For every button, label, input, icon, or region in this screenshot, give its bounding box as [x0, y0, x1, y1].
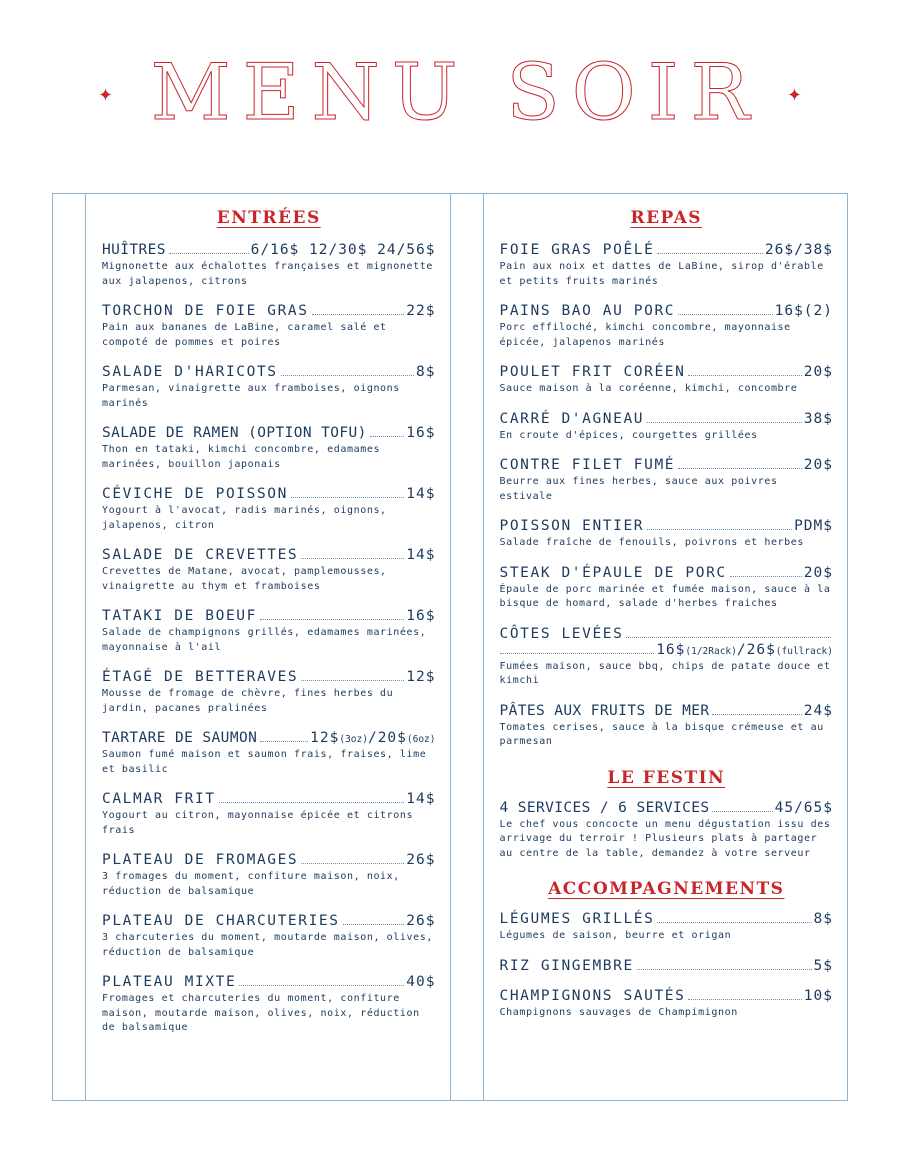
- leader-dots: [301, 558, 404, 559]
- item-name: RIZ GINGEMBRE: [499, 957, 634, 974]
- item-description: Saumon fumé maison et saumon frais, fraises, lime et basilic: [102, 749, 427, 775]
- item-description: Salade fraîche de fenouils, poivrons et herbes: [499, 537, 805, 548]
- item-price: 16$: [406, 425, 436, 441]
- item-name: LÉGUMES GRILLÉS: [499, 911, 655, 927]
- item-name: PAINS BAO AU PORC: [499, 303, 676, 319]
- leader-dots: [301, 863, 404, 864]
- item-price: 14$: [406, 547, 436, 563]
- item-description: Thon en tataki, kimchi concombre, edamames marinées, bouillon japonais: [102, 444, 381, 470]
- item-name: TARTARE DE SAUMON: [102, 730, 258, 746]
- leader-dots: [712, 714, 801, 715]
- leader-dots: [301, 680, 404, 681]
- item-description: Salade de champignons grillés, edamames marinées, mayonnaise à l'ail: [102, 627, 427, 653]
- leader-dots: [647, 529, 792, 530]
- item-price-line: [500, 642, 834, 658]
- menu-item: [500, 518, 834, 551]
- item-price: 8$: [813, 911, 833, 927]
- item-price: 45/65$: [774, 799, 833, 816]
- menu-item: [102, 730, 436, 777]
- item-description: Yogourt au citron, mayonnaise épicée et citrons frais: [102, 810, 414, 836]
- leader-dots: [647, 422, 802, 423]
- item-description: Fromages et charcuteries du moment, confiture maison, moutarde maison, olives, noix, réduction de balsamique: [102, 993, 420, 1033]
- item-description: Tomates cerises, sauce à la bisque crémeuse et au parmesan: [499, 721, 824, 747]
- item-name: HUÎTRES: [102, 242, 166, 258]
- menu-item: [500, 364, 834, 397]
- menu-item: [500, 565, 834, 612]
- item-name: TORCHON DE FOIE GRAS: [102, 303, 309, 319]
- menu-item: [102, 547, 436, 594]
- leader-dots: [626, 637, 831, 638]
- item-name: PLATEAU DE CHARCUTERIES: [102, 913, 340, 929]
- item-description: Mignonette aux échalottes françaises et mignonette aux jalapenos, citrons: [102, 261, 434, 287]
- leader-dots: [500, 653, 655, 654]
- item-price: 24$: [803, 702, 833, 719]
- item-description: Parmesan, vinaigrette aux framboises, oignons marinés: [102, 383, 400, 409]
- item-name: CÔTES LEVÉES: [499, 625, 624, 642]
- sparkle-right-icon: ✦: [787, 78, 802, 107]
- menu-item: [102, 486, 436, 533]
- item-name: PLATEAU DE FROMAGES: [102, 852, 299, 868]
- item-name: CÉVICHE DE POISSON: [102, 486, 288, 502]
- page-title: MENU SOIR: [150, 47, 762, 138]
- menu-item: [500, 411, 834, 444]
- section-title-entrees: ENTRÉES: [216, 208, 321, 228]
- item-price: 14$: [406, 791, 436, 807]
- menu-item: [500, 988, 834, 1021]
- menu-item: [102, 791, 436, 838]
- menu-header: [0, 0, 900, 185]
- item-price: 16$(2): [774, 303, 833, 319]
- item-name: CARRÉ D'AGNEAU: [499, 410, 645, 427]
- item-price: 5$: [813, 957, 833, 974]
- leader-dots: [169, 253, 249, 254]
- item-price: 10$: [803, 987, 833, 1004]
- item-name: STEAK D'ÉPAULE DE PORC: [499, 564, 727, 581]
- menu-frame: [52, 193, 848, 1101]
- menu-item: [500, 800, 834, 862]
- item-description: Crevettes de Matane, avocat, pamplemousses, vinaigrette au thym et framboises: [102, 566, 387, 592]
- item-price: 6/16$ 12/30$ 24/56$: [250, 242, 436, 258]
- item-description: Mousse de fromage de chèvre, fines herbes du jardin, pacanes pralinées: [102, 688, 394, 714]
- item-price: 26$/38$: [764, 242, 833, 258]
- column-entrees: [86, 194, 450, 1100]
- item-name: SALADE DE CREVETTES: [102, 547, 299, 563]
- menu-item: [102, 913, 436, 960]
- leader-dots: [637, 969, 812, 970]
- menu-item: [102, 242, 436, 289]
- item-name: ÉTAGÉ DE BETTERAVES: [102, 669, 299, 685]
- menu-item: [102, 364, 436, 411]
- item-price: 26$: [406, 913, 436, 929]
- item-name: CONTRE FILET FUMÉ: [499, 457, 676, 473]
- leader-dots: [239, 985, 404, 986]
- item-description: Pain aux bananes de LaBine, caramel salé et compoté de pommes et poires: [102, 322, 387, 348]
- item-name: POISSON ENTIER: [499, 518, 645, 534]
- item-name: PÂTES AUX FRUITS DE MER: [499, 702, 710, 719]
- leader-dots: [657, 253, 762, 254]
- item-description: Le chef vous concocte un menu dégustation issu des arrivage du terroir ! Plusieurs plats à partager au centre de la table, demandez à votre serveur: [499, 818, 831, 859]
- column-divider: [450, 194, 484, 1100]
- item-price: 40$: [406, 974, 436, 990]
- item-name: SALADE DE RAMEN (OPTION TOFU): [102, 425, 367, 441]
- leader-dots: [291, 497, 404, 498]
- leader-dots: [260, 741, 308, 742]
- item-price: 8$: [416, 364, 436, 380]
- menu-item: [500, 303, 834, 350]
- item-description: Champignons sauvages de Champimignon: [499, 1006, 738, 1018]
- item-price: 20$: [803, 364, 833, 380]
- leader-dots: [281, 375, 414, 376]
- item-price: 12$(3oz)/20$(6oz): [310, 730, 436, 746]
- menu-item: [500, 703, 834, 750]
- leader-dots: [370, 436, 405, 437]
- item-price: 16$: [406, 608, 436, 624]
- section-title-repas: REPAS: [630, 208, 703, 228]
- sparkle-left-icon: ✦: [98, 78, 113, 107]
- leader-dots: [657, 922, 811, 923]
- item-price: 20$: [803, 564, 833, 581]
- item-description: Yogourt à l'avocat, radis marinés, oignons, jalapenos, citron: [102, 505, 387, 531]
- item-description: 3 fromages du moment, confiture maison, noix, réduction de balsamique: [102, 871, 400, 897]
- menu-item: [102, 608, 436, 655]
- menu-item: [500, 911, 834, 944]
- menu-item: [500, 242, 834, 289]
- menu-item: [500, 457, 834, 504]
- item-description: Fumées maison, sauce bbq, chips de patate douce et kimchi: [499, 660, 831, 686]
- menu-item: [102, 974, 436, 1036]
- leader-dots: [312, 314, 405, 315]
- menu-item: [102, 303, 436, 350]
- item-name: SALADE D'HARICOTS: [102, 364, 278, 380]
- column-repas: [484, 194, 848, 1100]
- item-name: CHAMPIGNONS SAUTÉS: [499, 987, 686, 1004]
- item-price: PDM$: [794, 518, 833, 534]
- item-name: PLATEAU MIXTE: [102, 974, 237, 990]
- item-description: Beurre aux fines herbes, sauce aux poivres estivale: [499, 476, 778, 502]
- item-name: 4 SERVICES / 6 SERVICES: [499, 799, 710, 816]
- item-name: CALMAR FRIT: [102, 791, 216, 807]
- leader-dots: [260, 619, 404, 620]
- item-price: 22$: [406, 303, 436, 319]
- frame-left-gutter: [53, 194, 86, 1100]
- item-price: 16$(1/2Rack)/26$(fullrack): [656, 641, 833, 658]
- menu-item: [102, 669, 436, 716]
- menu-item: [102, 852, 436, 899]
- leader-dots: [712, 811, 772, 812]
- item-description: Pain aux noix et dattes de LaBine, sirop d'érable et petits fruits marinés: [499, 261, 824, 287]
- leader-dots: [219, 802, 405, 803]
- leader-dots: [678, 468, 802, 469]
- item-description: Épaule de porc marinée et fumée maison, sauce à la bisque de homard, salade d'herbes fraiches: [499, 583, 831, 609]
- item-name: POULET FRIT CORÉEN: [499, 364, 686, 380]
- menu-item: [102, 425, 436, 472]
- item-description: Sauce maison à la coréenne, kimchi, concombre: [499, 383, 798, 394]
- item-name: FOIE GRAS POÊLÉ: [499, 242, 655, 258]
- item-price: 38$: [803, 410, 833, 427]
- item-description: En croute d'épices, courgettes grillées: [499, 429, 758, 441]
- item-description: Porc effiloché, kimchi concombre, mayonnaise épicée, jalapenos marinés: [499, 322, 791, 348]
- leader-dots: [730, 576, 802, 577]
- item-price: 14$: [406, 486, 436, 502]
- item-price: 20$: [803, 457, 833, 473]
- menu-item: [500, 958, 834, 974]
- section-title-festin: LE FESTIN: [607, 767, 726, 788]
- leader-dots: [343, 924, 405, 925]
- item-description: Légumes de saison, beurre et origan: [499, 930, 732, 941]
- item-price: 12$: [406, 669, 436, 685]
- leader-dots: [688, 375, 801, 376]
- section-title-accompagnements: ACCOMPAGNEMENTS: [548, 879, 785, 899]
- menu-item: [500, 626, 834, 689]
- item-price: 26$: [406, 852, 436, 868]
- leader-dots: [678, 314, 773, 315]
- item-name: TATAKI DE BOEUF: [102, 608, 257, 624]
- leader-dots: [688, 999, 801, 1000]
- item-description: 3 charcuteries du moment, moutarde maison, olives, réduction de balsamique: [102, 932, 434, 958]
